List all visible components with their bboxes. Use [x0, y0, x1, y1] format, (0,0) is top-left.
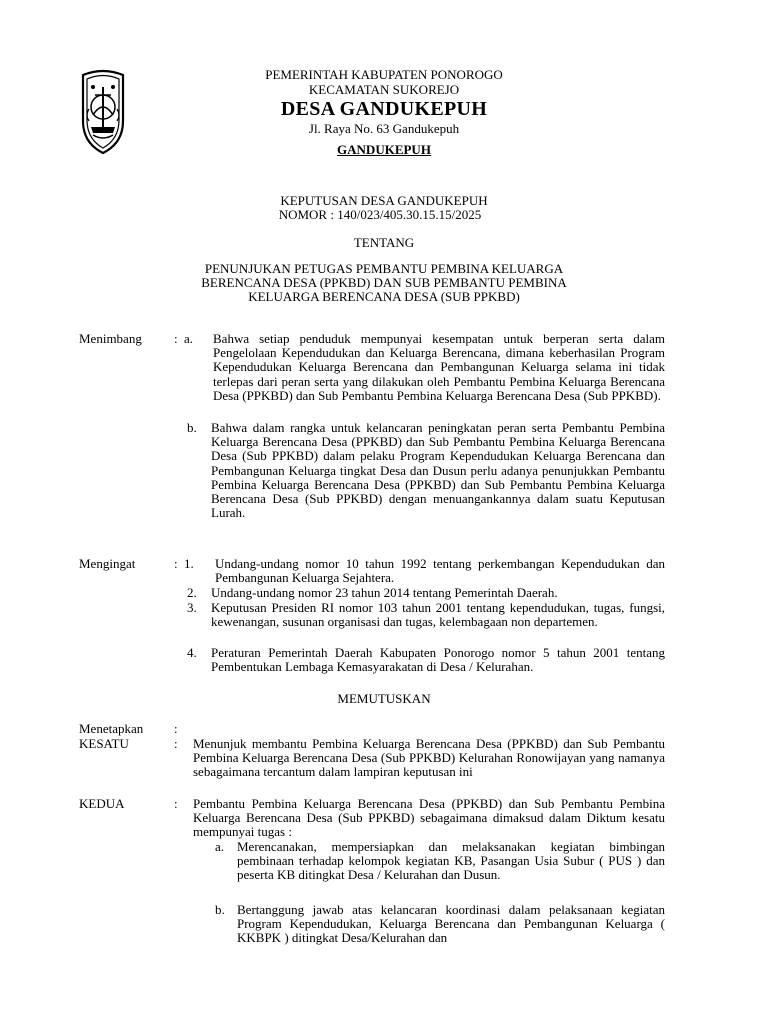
mengingat-item-text: Peraturan Pemerintah Daerah Kabupaten Ponorogo nomor 5 tahun 2001 tentang Pembentukan Lembaga Kemasyarakatan di Desa / Kelurahan.: [211, 645, 665, 675]
memutuskan-heading: MEMUTUSKAN: [337, 691, 431, 706]
mengingat-item-text: Undang-undang nomor 23 tahun 2014 tentang Pemerintah Daerah.: [211, 585, 558, 600]
header-district: KECAMATAN SUKOREJO: [308, 82, 460, 97]
kedua-b-mark: b.: [215, 902, 225, 917]
decree-subject-line3: KELUARGA BERENCANA DESA (SUB PPKBD): [248, 289, 520, 304]
mengingat-item-text: Undang-undang nomor 10 tahun 1992 tentang perkembangan Kependudukan dan Pembangunan Keluarga Sejahtera.: [215, 556, 665, 586]
kedua-b-text: Bertanggung jawab atas kelancaran koordinasi dalam pelaksanaan kegiatan Program Kependudukan, Keluarga Berencana dan Pembangunan Keluarga ( KKBPK ) ditingkat Desa/Kelurahan dan: [237, 902, 665, 946]
mengingat-item-text: Keputusan Presiden RI nomor 103 tahun 2001 tentang kependudukan, tugas, fungsi, kewenangan, susunan organisasi dan tugas, kelembagaan non departemen.: [211, 600, 665, 630]
mengingat-item-mark: 1.: [184, 556, 194, 571]
decree-subject-line2: BERENCANA DESA (PPKBD) DAN SUB PEMBANTU PEMBINA: [201, 275, 567, 290]
mengingat-item-mark: 4.: [187, 645, 197, 660]
menetapkan-colon: :: [174, 721, 178, 736]
menimbang-b-mark: b.: [187, 420, 197, 435]
mengingat-item-mark: 3.: [187, 600, 197, 615]
decree-number: NOMOR : 140/023/405.30.15.15/2025: [278, 207, 482, 222]
kedua-a-text: Merencanakan, mempersiapkan dan melaksanakan kegiatan bimbingan pembinaan terhadap kelompok kegiatan KB, Pasangan Usia Subur ( PUS ) dan peserta KB ditingkat Desa / Kelurahan dan Dusun.: [237, 839, 665, 883]
header-government: PEMERINTAH KABUPATEN PONOROGO: [265, 67, 503, 82]
decree-title: KEPUTUSAN DESA GANDUKEPUH: [280, 193, 488, 208]
mengingat-item-mark: 2.: [187, 585, 197, 600]
header-village: DESA GANDUKEPUH: [280, 98, 488, 120]
kedua-a-mark: a.: [215, 839, 225, 854]
menimbang-label: Menimbang: [79, 331, 142, 346]
kedua-colon: :: [174, 796, 178, 811]
kesatu-text: Menunjuk membantu Pembina Keluarga Berencana Desa (PPKBD) dan Sub Pembantu Pembina Keluarga Berencana Desa (Sub PPKBD) Kelurahan Ronowijayan yang namanya sebagaimana tercantum dalam lampiran keputusan ini: [193, 736, 665, 780]
kedua-text: Pembantu Pembina Keluarga Berencana Desa (PPKBD) dan Sub Pembantu Pembina Keluarga Berencana Desa (Sub PPKBD) sebagaimana dimaksud dalam Diktum kesatu mempunyai tugas :: [193, 796, 665, 840]
kesatu-colon: :: [174, 736, 178, 751]
decree-about: TENTANG: [353, 235, 415, 250]
menimbang-b-text: Bahwa dalam rangka untuk kelancaran peningkatan peran serta Pembantu Pembina Keluarga Berencana Desa (PPKBD) dan Sub Pembantu Pembina Keluarga Berencana Desa (Sub PPKBD) dalam pelaku Program Kependudukan Keluarga Berencana dan Pembangunan Keluarga tingkat Desa dan Dusun perlu adanya penunjukkan Pembantu Pembina Keluarga Berencana Desa (PPKBD) dan Sub Pembantu Pembina Keluarga Berencana Desa (Sub PPKBD) dengan menuangankannya dalam suatu Keputusan Lurah.: [211, 420, 665, 521]
header-address: Jl. Raya No. 63 Gandukepuh: [308, 121, 460, 136]
kesatu-label: KESATU: [79, 736, 129, 751]
menetapkan-label: Menetapkan: [79, 721, 144, 736]
menimbang-colon: :: [174, 331, 178, 346]
menimbang-a-text: Bahwa setiap penduduk mempunyai kesempatan untuk berperan serta dalam Pengelolaan Kependudukan dan Keluarga Berencana, dimana keberhasilan Program Kependudukan Keluarga Berencana dan Pembangunan Keluarga selama ini tidak terlepas dari peran serta yang dilakukan oleh Pembantu Pembina Keluarga Berencana Desa (PPKBD) dan Sub Pembantu Pembina Keluarga Berencana Desa (Sub PPKBD).: [213, 331, 665, 403]
kedua-label: KEDUA: [79, 796, 125, 811]
mengingat-label: Mengingat: [79, 556, 136, 571]
menimbang-a-mark: a.: [184, 331, 194, 346]
header-place: GANDUKEPUH: [337, 142, 431, 157]
mengingat-colon: :: [174, 556, 178, 571]
decree-subject-line1: PENUNJUKAN PETUGAS PEMBANTU PEMBINA KELUARGA: [204, 261, 564, 276]
